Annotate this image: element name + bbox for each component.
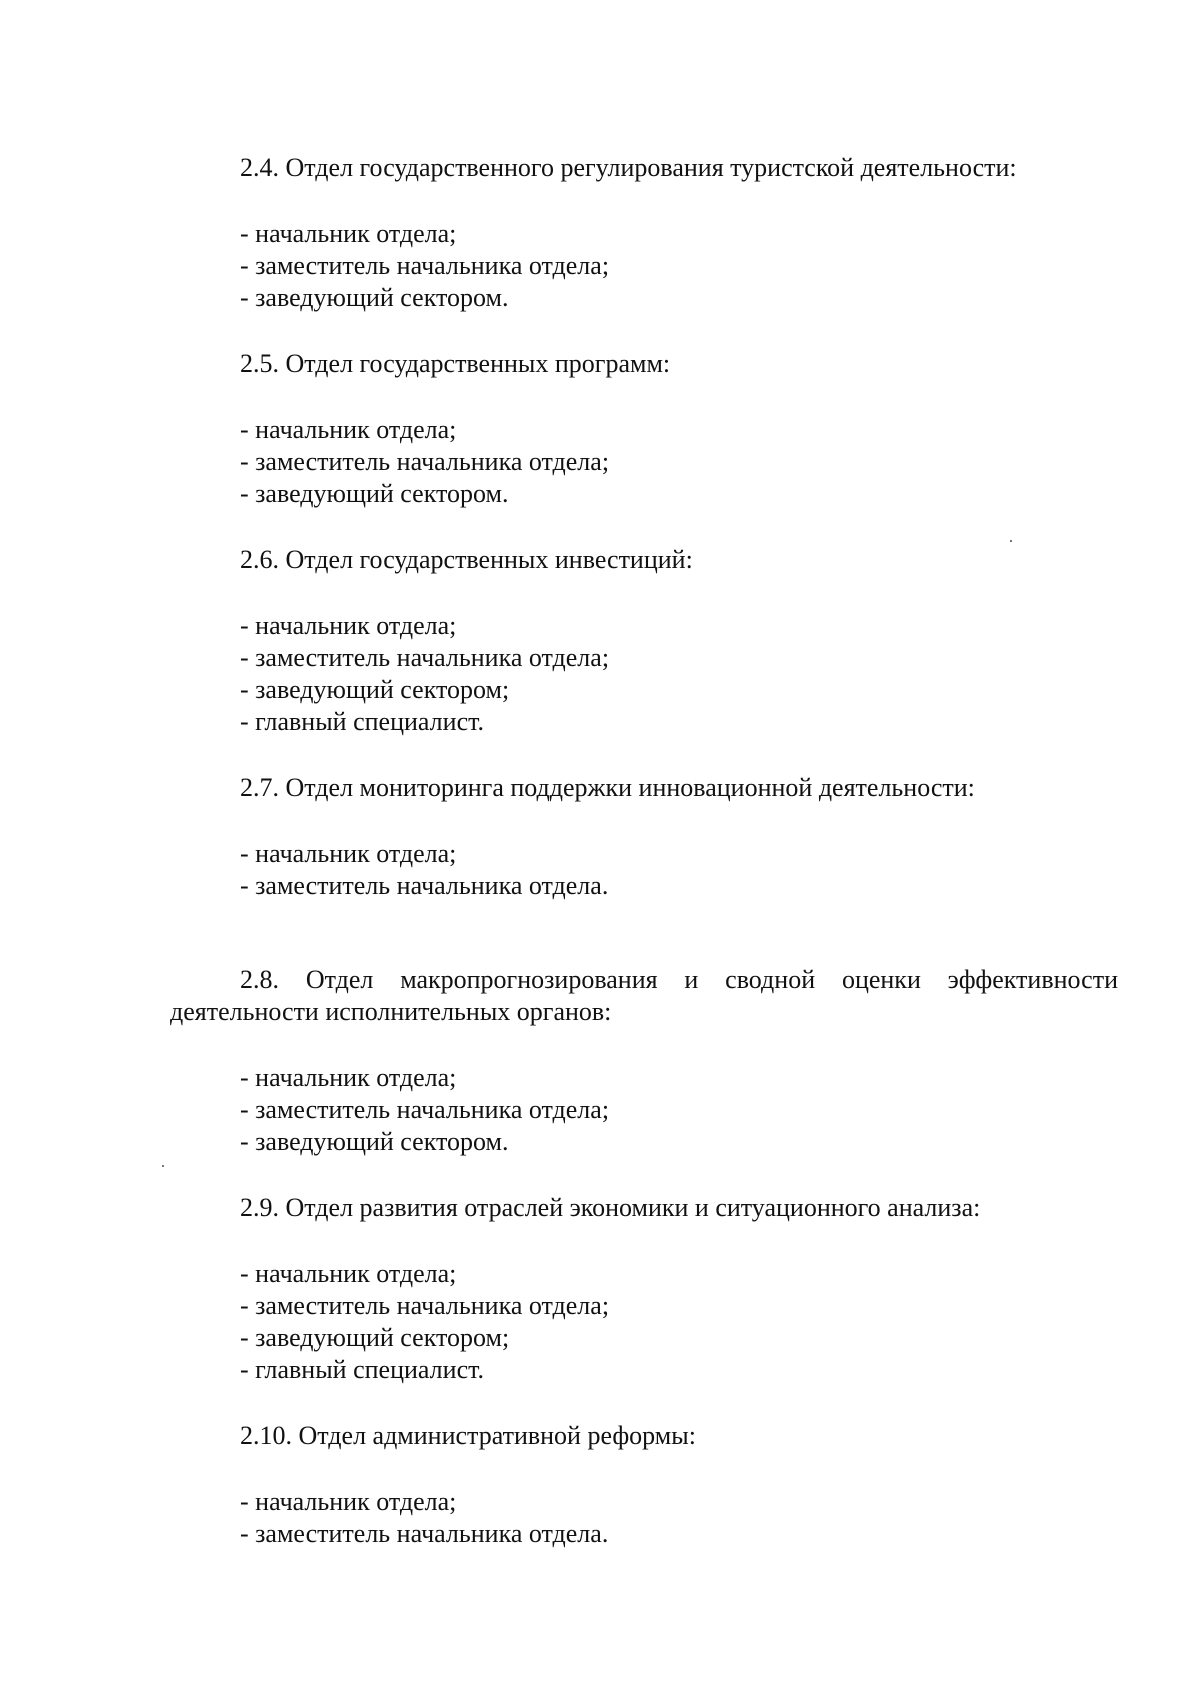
list-item: - начальник отдела; bbox=[240, 1063, 457, 1092]
list-item: - заместитель начальника отдела; bbox=[240, 251, 610, 280]
section-heading-2-5: 2.5. Отдел государственных программ: bbox=[240, 349, 671, 378]
list-item: - заместитель начальника отдела; bbox=[240, 1095, 610, 1124]
list-item: - заведующий сектором. bbox=[240, 1127, 509, 1156]
section-heading-2-6: 2.6. Отдел государственных инвестиций: bbox=[240, 545, 693, 574]
list-item: - заведующий сектором; bbox=[240, 1323, 510, 1352]
section-heading-line: деятельности исполнительных органов: bbox=[170, 997, 612, 1026]
list-item: - заместитель начальника отдела. bbox=[240, 871, 609, 900]
list-item: - заместитель начальника отдела. bbox=[240, 1519, 609, 1548]
list-item: - начальник отдела; bbox=[240, 415, 457, 444]
section-heading-line: 2.8. Отдел макропрогнозирования и сводной оценки эффективности bbox=[240, 965, 1118, 994]
scan-speck bbox=[1010, 540, 1012, 542]
list-item: - начальник отдела; bbox=[240, 1487, 457, 1516]
section-heading-2-4: 2.4. Отдел государственного регулирования туристской деятельности: bbox=[240, 153, 1017, 182]
list-item: - заведующий сектором. bbox=[240, 479, 509, 508]
section-heading-2-10: 2.10. Отдел административной реформы: bbox=[240, 1421, 696, 1450]
list-item: - начальник отдела; bbox=[240, 611, 457, 640]
list-item: - заместитель начальника отдела; bbox=[240, 447, 610, 476]
list-item: - заместитель начальника отдела; bbox=[240, 1291, 610, 1320]
list-item: - начальник отдела; bbox=[240, 839, 457, 868]
section-heading-2-7: 2.7. Отдел мониторинга поддержки инновационной деятельности: bbox=[240, 773, 975, 802]
list-item: - заведующий сектором; bbox=[240, 675, 510, 704]
list-item: - главный специалист. bbox=[240, 707, 485, 736]
section-heading-2-8 bbox=[170, 964, 1118, 1028]
list-item: - заместитель начальника отдела; bbox=[240, 643, 610, 672]
list-item: - начальник отдела; bbox=[240, 219, 457, 248]
list-item: - заведующий сектором. bbox=[240, 283, 509, 312]
section-heading-2-9: 2.9. Отдел развития отраслей экономики и ситуационного анализа: bbox=[240, 1193, 981, 1222]
scan-speck bbox=[162, 1165, 164, 1167]
list-item: - начальник отдела; bbox=[240, 1259, 457, 1288]
list-item: - главный специалист. bbox=[240, 1355, 485, 1384]
